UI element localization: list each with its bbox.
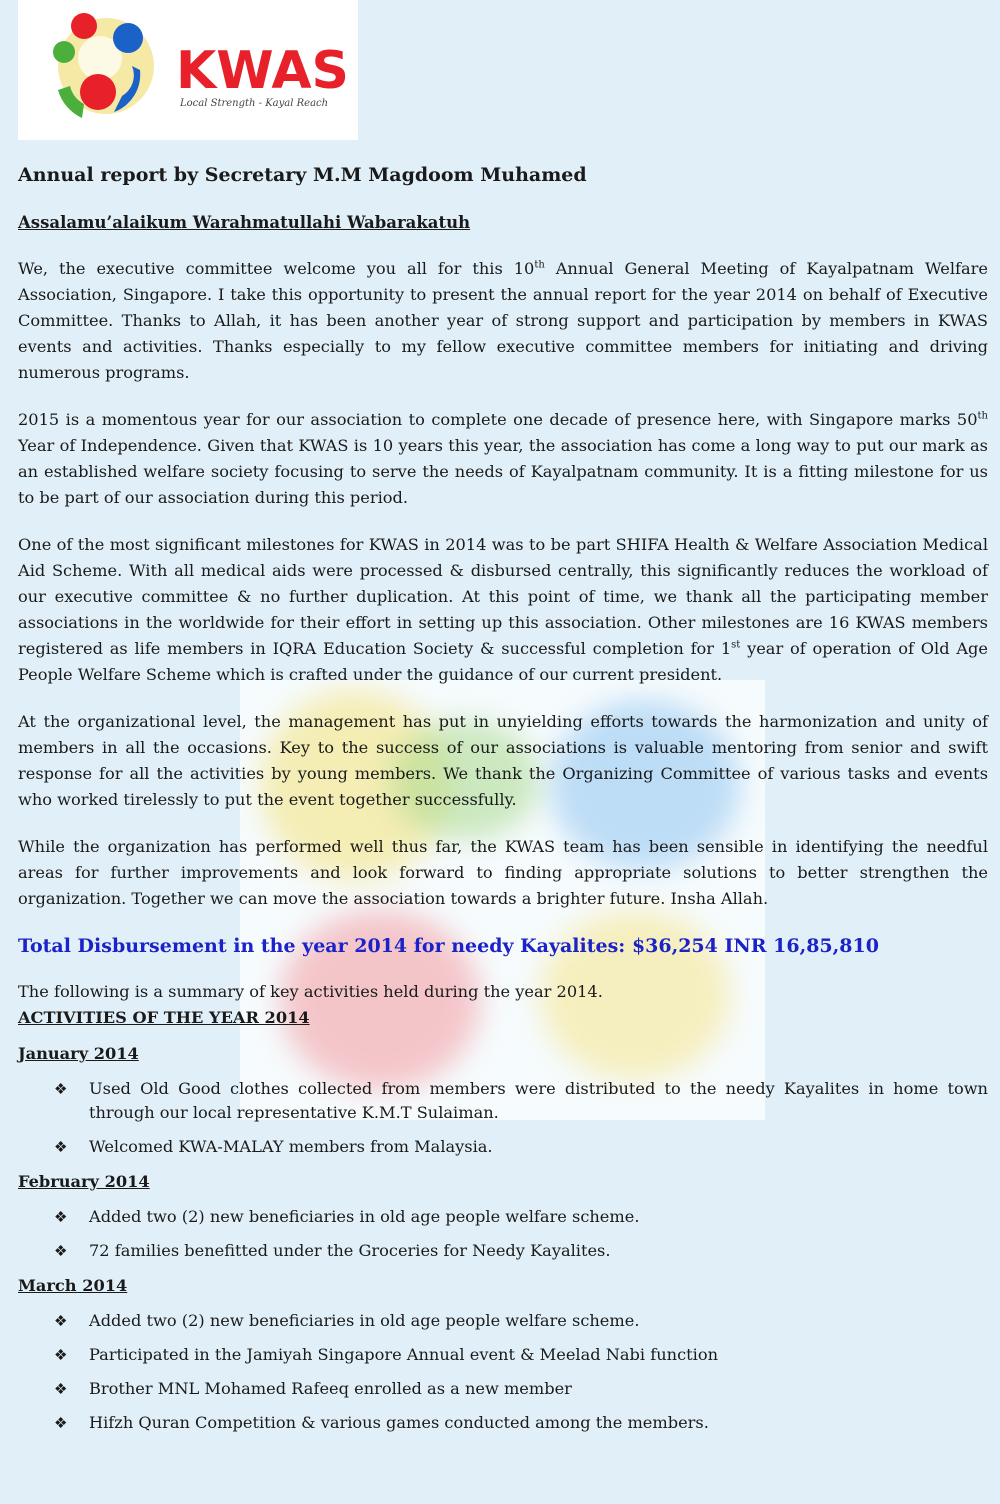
bullet-icon: ❖ — [54, 1138, 68, 1156]
list-item: ❖ Added two (2) new beneficiaries in old age people welfare scheme. — [18, 1205, 988, 1229]
paragraph-milestones: One of the most significant milestones for KWAS in 2014 was to be part SHIFA Health & Welfare Association Medical Aid Scheme. With all medical aids were processed & disbursed centrally, this significantly reduces the workload of our executive committee & no further duplication. At this point of time, we thank all the participating member associations in the worldwide for their effort in setting up this association. Other milestones are 16 KWAS members registered as life members in IQRA Education Society & successful completion for 1st year of operation of Old Age People Welfare Scheme which is crafted under the guidance of our current president. — [18, 535, 988, 684]
activities-heading: ACTIVITIES OF THE YEAR 2014 — [18, 1008, 310, 1027]
report-title: Annual report by Secretary M.M Magdoom Muhamed — [18, 164, 587, 186]
month-heading-february: February 2014 — [18, 1172, 150, 1191]
paragraph-intro: We, the executive committee welcome you all for this 10th Annual General Meeting of Kayalpatnam Welfare Association, Singapore. I take this opportunity to present the annual report for the year 2014 on behalf of Executive Committee. Thanks to Allah, it has been another year of strong support and participation by members in KWAS events and activities. Thanks especially to my fellow executive committee members for initiating and driving numerous programs. — [18, 259, 988, 382]
report-body — [18, 162, 988, 1445]
list-item: ❖ Used Old Good clothes collected from members were distributed to the needy Kayalites in home town through our local representative K.M.T Sulaiman. — [54, 1079, 988, 1122]
bullet-icon: ❖ — [54, 1346, 68, 1364]
paragraph-organization: At the organizational level, the management has put in unyielding efforts towards the harmonization and unity of members in all the occasions. Key to the success of our associations is valuable mentoring from senior and swift response for all the activities by young members. We thank the Organizing Committee of various tasks and events who worked tirelessly to put the event together successfully. — [18, 712, 988, 809]
bullet-icon: ❖ — [54, 1312, 68, 1330]
month-heading-march: March 2014 — [18, 1276, 128, 1295]
activities-summary: The following is a summary of key activities held during the year 2014. — [18, 982, 603, 1001]
list-item: ❖ 72 families benefitted under the Groceries for Needy Kayalites. — [18, 1239, 988, 1263]
list-item: ❖ Added two (2) new beneficiaries in old age people welfare scheme. — [18, 1309, 988, 1333]
bullet-icon: ❖ — [54, 1414, 68, 1432]
list-item: ❖ Brother MNL Mohamed Rafeeq enrolled as a new member — [18, 1377, 988, 1401]
logo-tagline: Local Strength - Kayal Reach — [180, 98, 329, 109]
february-activities — [18, 1205, 988, 1263]
paragraph-decade: 2015 is a momentous year for our association to complete one decade of presence here, with Singapore marks 50th Year of Independence. Given that KWAS is 10 years this year, the association has come a long way to put our mark as an established welfare society focusing to serve the needs of Kayalpatnam community. It is a fitting milestone for us to be part of our association during this period. — [18, 410, 988, 507]
bullet-icon: ❖ — [54, 1208, 68, 1226]
logo-wordmark: KWAS — [176, 41, 350, 101]
kwas-logo — [18, 0, 358, 140]
bullet-icon: ❖ — [54, 1242, 68, 1260]
march-activities — [18, 1309, 988, 1435]
january-activities — [18, 1077, 988, 1159]
paragraph-future: While the organization has performed well thus far, the KWAS team has been sensible in identifying the needful areas for further improvements and look forward to finding appropriate solutions to better strengthen the organization. Together we can move the association towards a brighter future. Insha Allah. — [18, 837, 988, 908]
greeting: Assalamu’alaikum Warahmatullahi Wabarakatuh — [18, 213, 471, 232]
total-disbursement: Total Disbursement in the year 2014 for needy Kayalites: $36,254 INR 16,85,810 — [18, 935, 879, 957]
bullet-icon: ❖ — [54, 1080, 68, 1098]
list-item: ❖ Welcomed KWA-MALAY members from Malaysia. — [18, 1135, 988, 1159]
list-item: ❖ Hifzh Quran Competition & various games conducted among the members. — [18, 1411, 988, 1435]
list-item: ❖ Participated in the Jamiyah Singapore Annual event & Meelad Nabi function — [18, 1343, 988, 1367]
month-heading-january: January 2014 — [18, 1044, 139, 1063]
bullet-icon: ❖ — [54, 1380, 68, 1398]
